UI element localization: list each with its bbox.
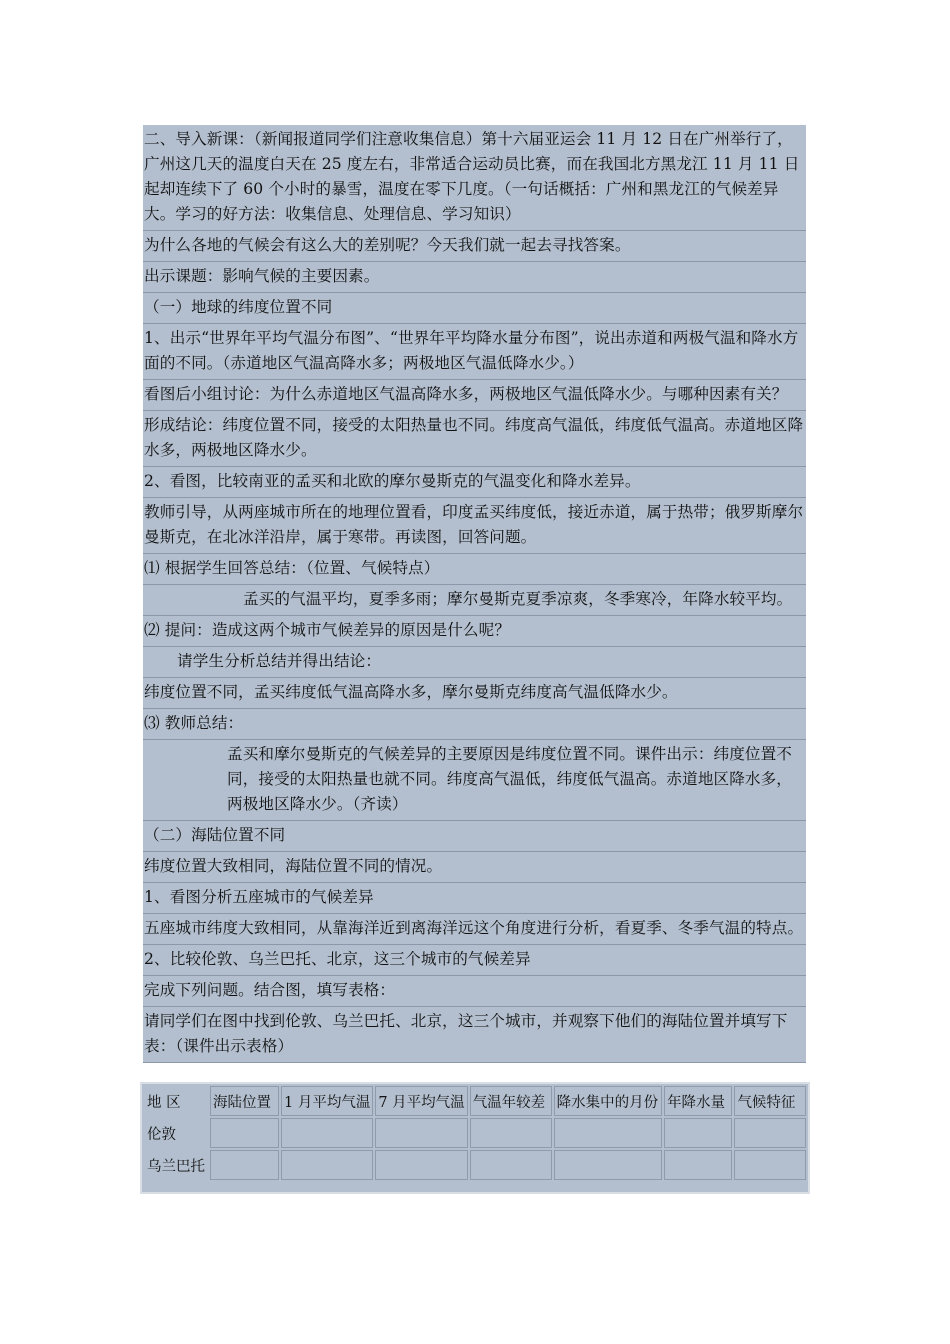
paragraph-latitude-result: 纬度位置不同，孟买纬度低气温高降水多，摩尔曼斯克纬度高气温低降水少。 xyxy=(143,678,806,709)
paragraph-teacher-summary: 孟买和摩尔曼斯克的气候差异的主要原因是纬度位置不同。课件出示：纬度位置不同，接受的太阳热量也就不同。纬度高气温低，纬度低气温高。赤道地区降水多，两极地区降水少。（齐读） xyxy=(143,740,806,821)
paragraph-three-cities: 2、比较伦敦、乌兰巴托、北京，这三个城市的气候差异 xyxy=(143,945,806,976)
header-annual-temp-range: 气温年较差 xyxy=(470,1086,552,1116)
header-january-temp: 1 月平均气温 xyxy=(281,1086,373,1116)
paragraph-discussion: 看图后小组讨论：为什么赤道地区气温高降水多，两极地区气温低降水少。与哪种因素有关？ xyxy=(143,380,806,411)
paragraph-conclusion: 形成结论：纬度位置不同，接受的太阳热量也不同。纬度高气温低，纬度低气温高。赤道地区降水多，两极地区降水少。 xyxy=(143,411,806,467)
paragraph-teacher-guide: 教师引导，从两座城市所在的地理位置看，印度孟买纬度低，接近赤道，属于热带；俄罗斯摩尔曼斯克，在北冰洋沿岸，属于寒带。再读图，回答问题。 xyxy=(143,498,806,554)
lesson-text-block xyxy=(143,125,806,1063)
table-cell[interactable] xyxy=(470,1118,552,1148)
paragraph-question-2: ⑵ 提问：造成这两个城市气候差异的原因是什么呢？ xyxy=(143,616,806,647)
paragraph-five-cities-analysis: 五座城市纬度大致相同，从靠海洋近到离海洋远这个角度进行分析，看夏季、冬季气温的特点。 xyxy=(143,914,806,945)
table-cell[interactable] xyxy=(375,1150,467,1180)
table-header-row xyxy=(144,1086,806,1116)
section-heading-latitude: （一）地球的纬度位置不同 xyxy=(143,293,806,324)
climate-comparison-table xyxy=(140,1082,810,1194)
table-cell[interactable] xyxy=(281,1118,373,1148)
table-cell[interactable] xyxy=(664,1150,732,1180)
header-rain-months: 降水集中的月份 xyxy=(554,1086,662,1116)
table-row xyxy=(144,1118,806,1148)
paragraph-summary-3: ⑶ 教师总结： xyxy=(143,709,806,740)
header-climate-feature: 气候特征 xyxy=(734,1086,806,1116)
paragraph-question: 为什么各地的气候会有这么大的差别呢？今天我们就一起去寻找答案。 xyxy=(143,231,806,262)
table-cell[interactable] xyxy=(664,1118,732,1148)
section-heading-land-sea: （二）海陆位置不同 xyxy=(143,821,806,852)
paragraph-five-cities: 1、看图分析五座城市的气候差异 xyxy=(143,883,806,914)
paragraph-topic: 出示课题：影响气候的主要因素。 xyxy=(143,262,806,293)
paragraph-intro: 二、导入新课：（新闻报道同学们注意收集信息）第十六届亚运会 11 月 12 日在广州举行了，广州这几天的温度白天在 25 度左右，非常适合运动员比赛，而在我国北方黑龙江 11 月 11 日起却连续下了 60 个小时的暴雪，温度在零下几度。（一句话概括：广州和黑龙江的气候差异大。学习的好方法：收集信息、处理信息、学习知识） xyxy=(143,125,806,231)
paragraph-fill-table: 完成下列问题。结合图，填写表格： xyxy=(143,976,806,1007)
header-july-temp: 7 月平均气温 xyxy=(375,1086,467,1116)
paragraph-find-cities: 请同学们在图中找到伦敦、乌兰巴托、北京，这三个城市，并观察下他们的海陆位置并填写下表：（课件出示表格） xyxy=(143,1007,806,1063)
paragraph-compare: 2、看图，比较南亚的孟买和北欧的摩尔曼斯克的气温变化和降水差异。 xyxy=(143,467,806,498)
row-label-london: 伦敦 xyxy=(144,1118,208,1148)
paragraph-student-analysis: 请学生分析总结并得出结论： xyxy=(143,647,806,678)
table-row xyxy=(144,1150,806,1180)
paragraph-land-sea-intro: 纬度位置大致相同，海陆位置不同的情况。 xyxy=(143,852,806,883)
table-cell[interactable] xyxy=(734,1150,806,1180)
table-cell[interactable] xyxy=(554,1118,662,1148)
table-cell[interactable] xyxy=(210,1150,279,1180)
header-region: 地 区 xyxy=(144,1086,208,1116)
table-cell[interactable] xyxy=(554,1150,662,1180)
table-cell[interactable] xyxy=(281,1150,373,1180)
paragraph-summary-1: ⑴ 根据学生回答总结：（位置、气候特点） xyxy=(143,554,806,585)
row-label-ulaanbaatar: 乌兰巴托 xyxy=(144,1150,208,1180)
paragraph-maps: 1、出示“世界年平均气温分布图”、“世界年平均降水量分布图”，说出赤道和两极气温和降水方面的不同。（赤道地区气温高降水多；两极地区气温低降水少。） xyxy=(143,324,806,380)
header-annual-precip: 年降水量 xyxy=(664,1086,732,1116)
table-cell[interactable] xyxy=(470,1150,552,1180)
paragraph-mumbai: 孟买的气温平均，夏季多雨；摩尔曼斯克夏季凉爽，冬季寒冷，年降水较平均。 xyxy=(143,585,806,616)
table-cell[interactable] xyxy=(375,1118,467,1148)
header-land-sea-position: 海陆位置 xyxy=(210,1086,279,1116)
table-cell[interactable] xyxy=(210,1118,279,1148)
table-cell[interactable] xyxy=(734,1118,806,1148)
